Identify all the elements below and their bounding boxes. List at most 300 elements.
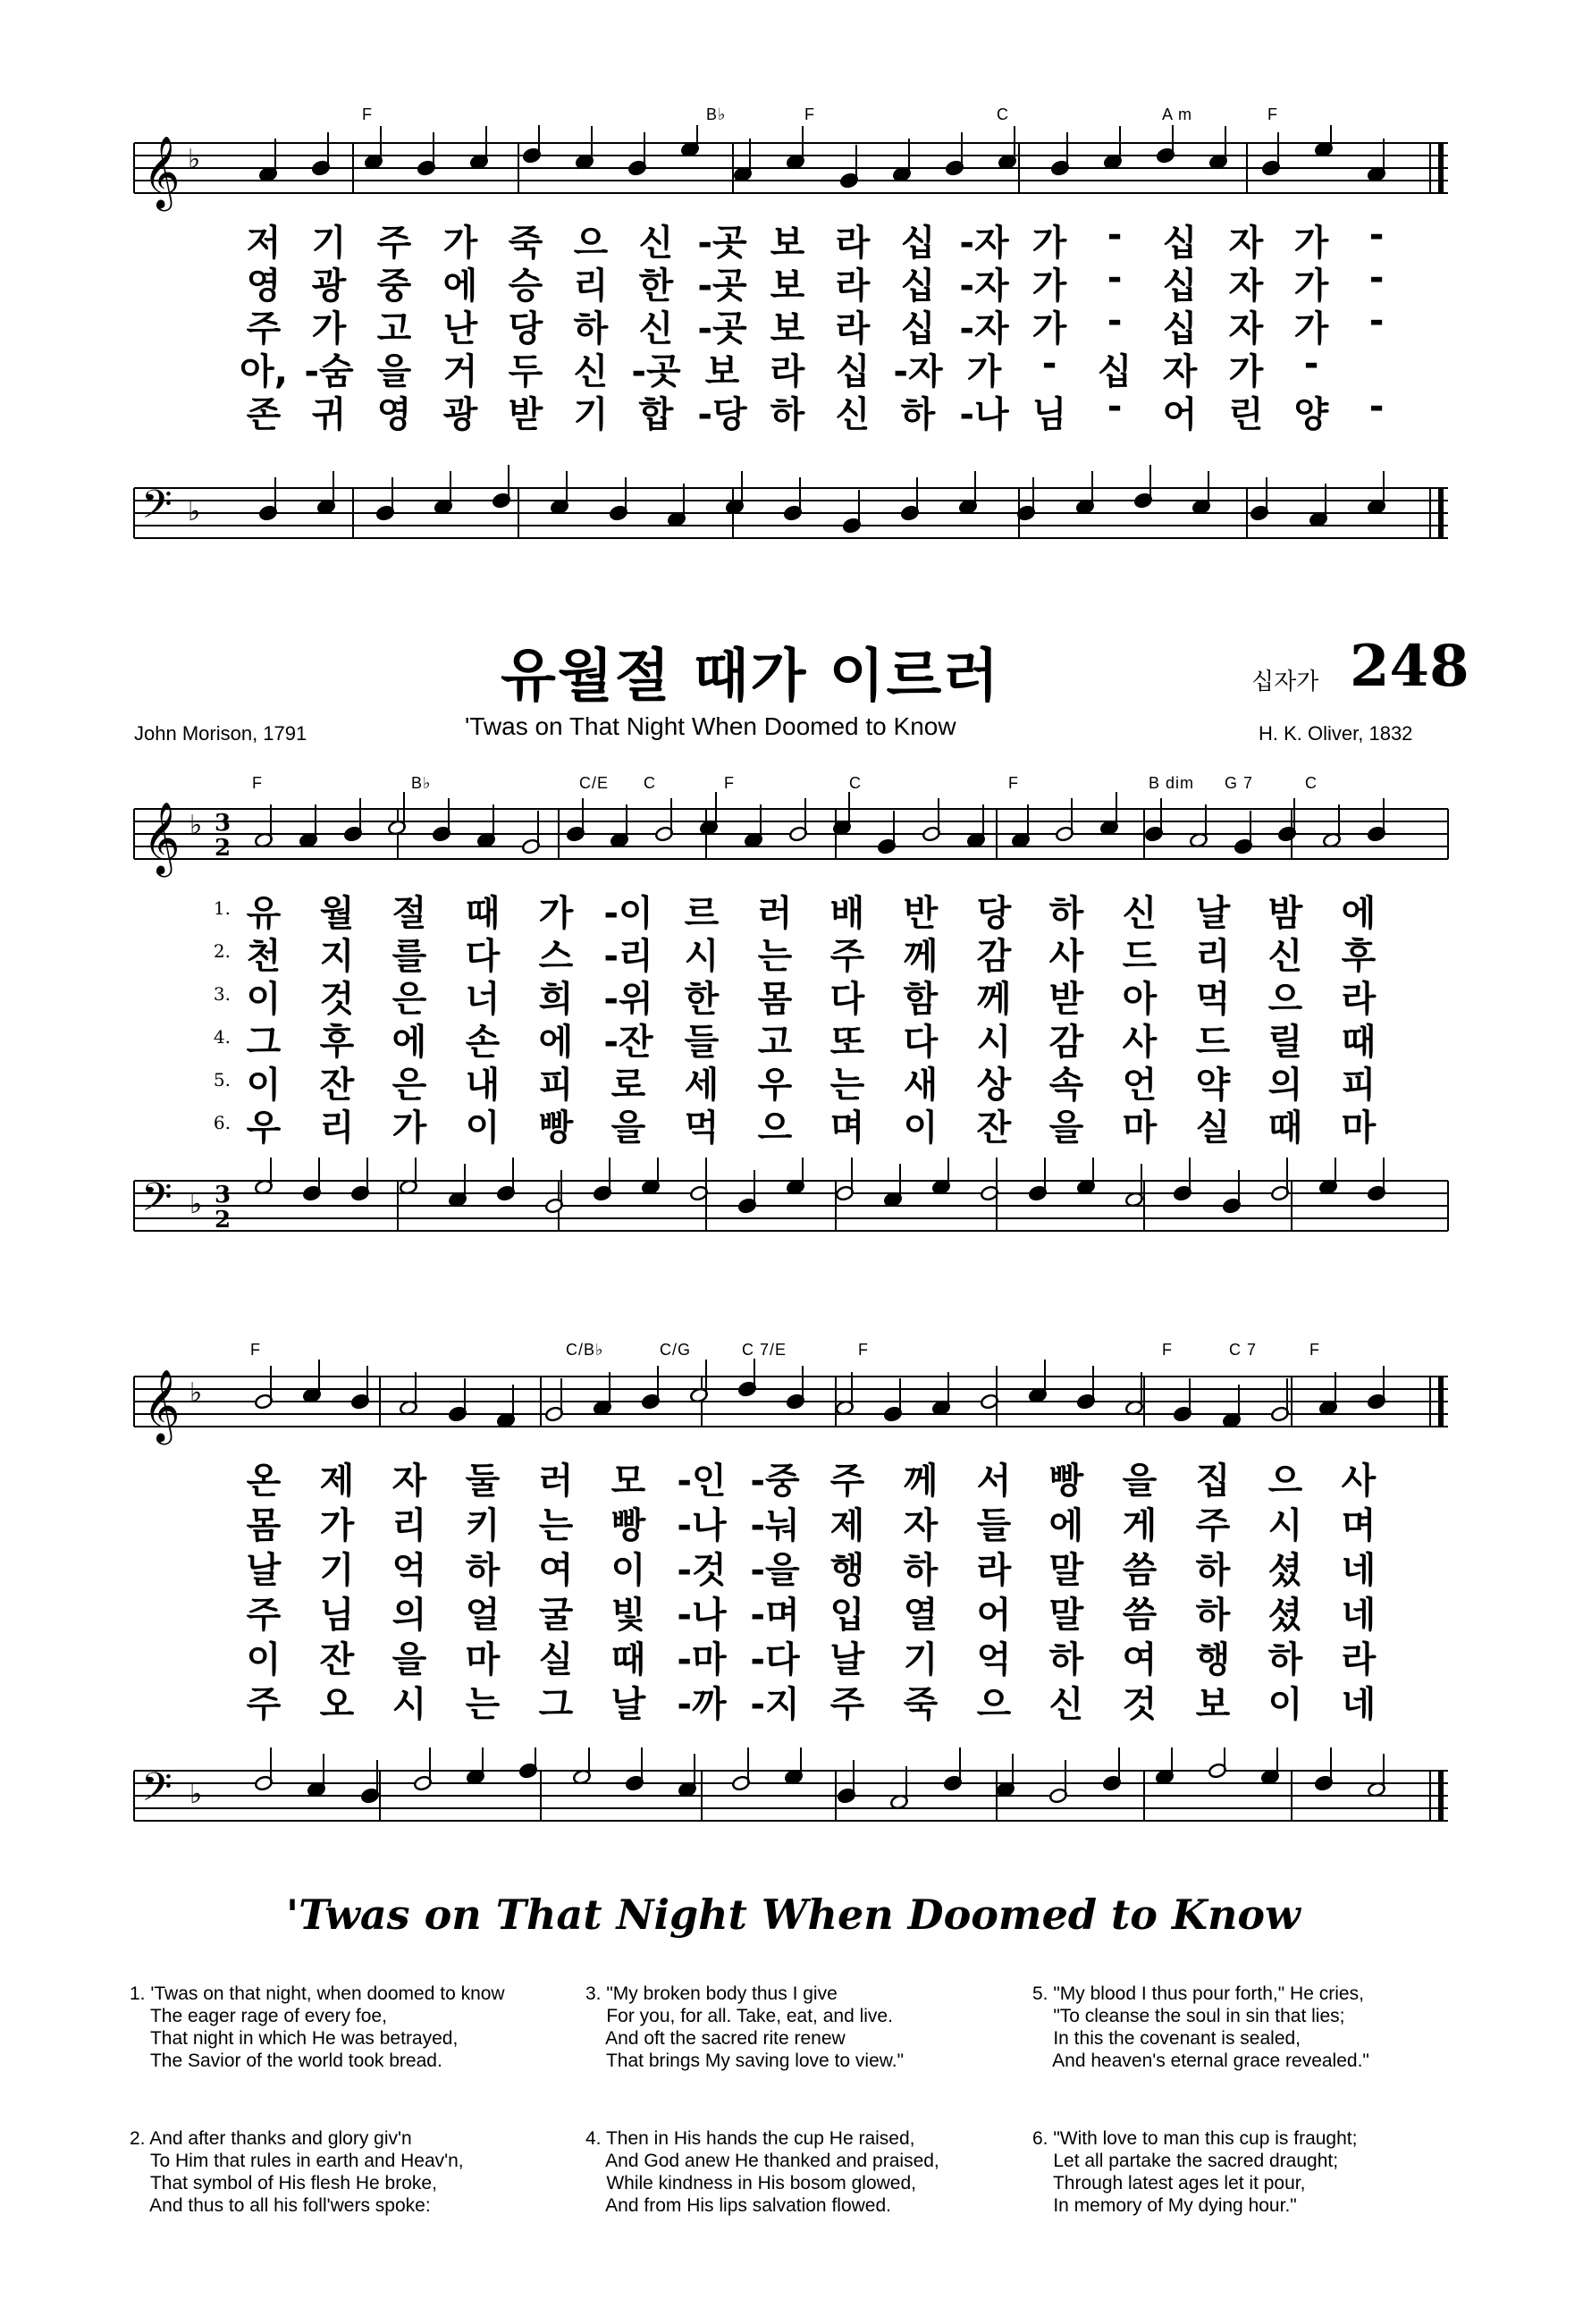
syllable: 여: [538, 1550, 574, 1591]
syllable: 억: [976, 1639, 1012, 1680]
system2-chord-6: C 7: [1229, 1341, 1258, 1359]
system2-chord-5: F: [1162, 1341, 1173, 1359]
lyric-line-2: [0, 257, 1583, 307]
stanza-line: In memory of My dying hour.": [1032, 2195, 1297, 2216]
syllable: 당: [508, 308, 543, 349]
syllable: 입: [829, 1595, 865, 1636]
syllable: 가: [1031, 308, 1067, 349]
stanza-line: Let all partake the sacred draught;: [1032, 2151, 1339, 2171]
syllable: 사: [1048, 936, 1084, 977]
syllable: 자: [392, 1461, 427, 1502]
syllable: 가: [1031, 223, 1067, 264]
syllable: 스: [538, 936, 574, 977]
syllable: -것: [677, 1550, 727, 1591]
syllable: 자: [1228, 308, 1264, 349]
syllable: 굴: [538, 1595, 574, 1636]
syllable: -중: [750, 1461, 800, 1502]
stanza-line: 4. Then in His hands the cup He raised,: [585, 2128, 915, 2149]
syllable: 가: [1228, 351, 1264, 392]
syllable: 님: [319, 1595, 355, 1636]
syllable: 가: [1031, 265, 1067, 307]
prev_hymn-chord-2: F: [804, 105, 815, 123]
syllable: 키: [465, 1505, 501, 1546]
stanza-line: For you, for all. Take, eat, and live.: [585, 2006, 893, 2026]
syllable: -자: [959, 265, 1009, 307]
lyric-line-3: [0, 300, 1583, 349]
treble-clef-icon: 𝄞: [143, 801, 181, 874]
stanza-1: [130, 1983, 505, 2072]
prev_hymn-chord-0: F: [362, 105, 373, 123]
lyric-line-4: [0, 1587, 1583, 1636]
syllable: 언: [1122, 1065, 1158, 1106]
syllable: 피: [1341, 1065, 1377, 1106]
syllable: 빵: [538, 1107, 574, 1149]
syllable: 은: [392, 1065, 427, 1106]
syllable: -마: [677, 1639, 727, 1680]
syllable: 주: [1195, 1505, 1231, 1546]
syllable: 고: [757, 1022, 793, 1063]
time-sig-bottom: 2: [215, 1207, 232, 1234]
syllable: 리: [392, 1505, 427, 1546]
time-sig-bottom: 2: [215, 835, 232, 862]
syllable: 며: [1341, 1505, 1377, 1546]
syllable: 로: [610, 1065, 646, 1106]
syllable: 러: [538, 1461, 574, 1502]
syllable: 상: [976, 1065, 1012, 1106]
syllable: 시: [684, 936, 720, 977]
syllable: 저: [246, 223, 282, 264]
syllable: 유: [246, 893, 282, 934]
syllable: 오: [319, 1684, 355, 1725]
syllable: 아: [1122, 979, 1158, 1020]
syllable: 것: [1122, 1684, 1158, 1725]
syllable: -곳: [631, 351, 681, 392]
syllable: 으: [757, 1107, 793, 1149]
stanza-2: [130, 2127, 464, 2217]
flat-icon: ♭: [189, 1377, 203, 1409]
syllable: 리: [319, 1107, 355, 1149]
syllable: -나: [959, 394, 1009, 435]
category-label: 십자가: [1251, 669, 1319, 695]
syllable: 시: [976, 1022, 1012, 1063]
syllable: -며: [750, 1595, 800, 1636]
syllable: -지: [750, 1684, 800, 1725]
syllable: -곳: [697, 308, 747, 349]
system1-chord-6: F: [1008, 774, 1019, 792]
syllable: 보: [704, 351, 740, 392]
syllable: 제: [829, 1505, 865, 1546]
system2-chord-1: C/B♭: [566, 1341, 604, 1359]
syllable: 잔: [976, 1107, 1012, 1149]
syllable: 광: [311, 265, 347, 307]
verse-number: 4.: [213, 1026, 231, 1048]
system2-treble-staff: [0, 1359, 1583, 1448]
syllable: 라: [835, 308, 871, 349]
syllable: 하: [1267, 1639, 1303, 1680]
syllable: 가: [311, 308, 347, 349]
syllable: 는: [538, 1505, 574, 1546]
syllable: 다: [829, 979, 865, 1020]
syllable: 실: [1195, 1107, 1231, 1149]
syllable: 날: [1195, 893, 1231, 934]
bass-clef-icon: 𝄢: [141, 1764, 173, 1820]
syllable: 또: [829, 1022, 865, 1063]
prev_hymn-chord-1: B♭: [706, 105, 727, 123]
english-title-script: 'Twas on That Night When Doomed to Know: [286, 1890, 1301, 1939]
stanza-line: To Him that rules in earth and Heav'n,: [130, 2151, 464, 2171]
syllable: 배: [829, 893, 865, 934]
stanza-line: 2. And after thanks and glory giv'n: [130, 2128, 412, 2149]
syllable: 고: [376, 308, 412, 349]
syllable: 후: [319, 1022, 355, 1063]
syllable: 이: [246, 1065, 282, 1106]
syllable: 양: [1293, 394, 1329, 435]
syllable: 이: [1267, 1684, 1303, 1725]
syllable: 셨: [1267, 1595, 1303, 1636]
syllable: -: [1303, 343, 1319, 384]
syllable: 귀: [311, 394, 347, 435]
syllable: 라: [1341, 979, 1377, 1020]
syllable: 다: [903, 1022, 939, 1063]
syllable: 신: [1048, 1684, 1084, 1725]
system2-chord-4: F: [858, 1341, 869, 1359]
bass-clef-icon: 𝄢: [141, 1174, 173, 1230]
lyric-line-5: [0, 1057, 1583, 1106]
lyric-line-5: [0, 1631, 1583, 1680]
system2-chord-2: C/G: [660, 1341, 692, 1359]
stanza-line: Through latest ages let it pour,: [1032, 2173, 1306, 2193]
syllable: 말: [1048, 1550, 1084, 1591]
syllable: 십: [1162, 223, 1198, 264]
syllable: 날: [610, 1684, 646, 1725]
syllable: 반: [903, 893, 939, 934]
syllable: 십: [900, 265, 936, 307]
syllable: 가: [392, 1107, 427, 1149]
time-sig-top: 3: [215, 810, 232, 837]
syllable: 에: [538, 1022, 574, 1063]
syllable: 억: [392, 1550, 427, 1591]
syllable: 를: [392, 936, 427, 977]
syllable: 받: [508, 394, 543, 435]
stanza-line: The eager rage of every foe,: [130, 2006, 387, 2026]
syllable: 십: [835, 351, 871, 392]
syllable: 다: [465, 936, 501, 977]
syllable: 들: [976, 1505, 1012, 1546]
syllable: 주: [246, 1684, 282, 1725]
syllable: -리: [603, 936, 653, 977]
syllable: 가: [1293, 223, 1329, 264]
syllable: 께: [976, 979, 1012, 1020]
syllable: 몸: [246, 1505, 282, 1546]
syllable: 가: [538, 893, 574, 934]
syllable: 손: [465, 1022, 501, 1063]
syllable: 주: [829, 1684, 865, 1725]
syllable: 으: [976, 1684, 1012, 1725]
system1-chord-0: F: [252, 774, 263, 792]
prev_hymn-chord-5: F: [1267, 105, 1278, 123]
flat-icon: ♭: [189, 1779, 203, 1810]
syllable: 합: [638, 394, 674, 435]
syllable: 잔: [319, 1639, 355, 1680]
syllable: 주: [376, 223, 412, 264]
syllable: 새: [903, 1065, 939, 1106]
syllable: 께: [903, 1461, 939, 1502]
syllable: -자: [959, 223, 1009, 264]
syllable: 들: [684, 1022, 720, 1063]
stanza-line: And oft the sacred rite renew: [585, 2028, 846, 2049]
lyric-line-4: [0, 1014, 1583, 1063]
syllable: 하: [573, 308, 609, 349]
syllable: 을: [1122, 1461, 1158, 1502]
syllable: 존: [246, 394, 282, 435]
syllable: 기: [573, 394, 609, 435]
system2-chord-3: C 7/E: [742, 1341, 787, 1359]
syllable: 둘: [465, 1461, 501, 1502]
syllable: 온: [246, 1461, 282, 1502]
syllable: 서: [976, 1461, 1012, 1502]
syllable: 사: [1341, 1461, 1377, 1502]
stanza-line: And heaven's eternal grace revealed.": [1032, 2050, 1369, 2071]
syllable: 을: [376, 351, 412, 392]
system1-chord-9: C: [1305, 774, 1318, 792]
syllable: 께: [903, 936, 939, 977]
syllable: 게: [1122, 1505, 1158, 1546]
syllable: 때: [1267, 1107, 1303, 1149]
syllable: 한: [638, 265, 674, 307]
syllable: 신: [835, 394, 871, 435]
verse-number: 3.: [213, 983, 231, 1005]
syllable: 리: [573, 265, 609, 307]
syllable: 십: [1097, 351, 1133, 392]
syllable: -인: [677, 1461, 727, 1502]
flat-icon: ♭: [189, 1189, 203, 1220]
syllable: -을: [750, 1550, 800, 1591]
stanza-5: [1032, 1983, 1369, 2072]
syllable: 하: [1048, 1639, 1084, 1680]
syllable: 이: [246, 1639, 282, 1680]
prev_hymn-chord-3: C: [997, 105, 1009, 123]
syllable: 사: [1122, 1022, 1158, 1063]
stanza-line: "To cleanse the soul in sin that lies;: [1032, 2006, 1345, 2026]
syllable: -까: [677, 1684, 727, 1725]
syllable: 보: [770, 308, 805, 349]
syllable: 보: [770, 223, 805, 264]
syllable: 에: [442, 265, 478, 307]
stanza-line: The Savior of the world took bread.: [130, 2050, 442, 2071]
lyric-line-4: [0, 343, 1583, 392]
syllable: -자: [893, 351, 943, 392]
stanza-line: And thus to all his foll'wers spoke:: [130, 2195, 431, 2216]
syllable: 가: [966, 351, 1002, 392]
lyric-line-2: [0, 1497, 1583, 1546]
syllable: -위: [603, 979, 653, 1020]
syllable: -: [1107, 300, 1123, 341]
syllable: 것: [319, 979, 355, 1020]
hymn-number: 248: [1350, 633, 1469, 700]
syllable: 라: [976, 1550, 1012, 1591]
treble-clef-icon: 𝄞: [143, 135, 181, 208]
syllable: 열: [903, 1595, 939, 1636]
syllable: 을: [610, 1107, 646, 1149]
syllable: 라: [835, 265, 871, 307]
syllable: 먹: [684, 1107, 720, 1149]
stanza-line: While kindness in His bosom glowed,: [585, 2173, 916, 2193]
syllable: 여: [1122, 1639, 1158, 1680]
syllable: -나: [677, 1505, 727, 1546]
syllable: 빵: [1048, 1461, 1084, 1502]
system1-chord-2: C/E: [579, 774, 610, 792]
system1-chord-3: C: [644, 774, 656, 792]
syllable: 난: [442, 308, 478, 349]
syllable: 님: [1031, 394, 1067, 435]
syllable: 신: [638, 223, 674, 264]
syllable: 기: [903, 1639, 939, 1680]
syllable: 후: [1341, 936, 1377, 977]
syllable: 말: [1048, 1595, 1084, 1636]
syllable: 먹: [1195, 979, 1231, 1020]
syllable: 승: [508, 265, 543, 307]
syllable: 밤: [1267, 893, 1303, 934]
syllable: 하: [770, 394, 805, 435]
stanza-line: And God anew He thanked and praised,: [585, 2151, 939, 2171]
syllable: 희: [538, 979, 574, 1020]
syllable: 가: [1293, 265, 1329, 307]
lyric-line-1: [0, 215, 1583, 264]
syllable: -: [1107, 257, 1123, 299]
syllable: 라: [835, 223, 871, 264]
prev_hymn-chord-4: A m: [1162, 105, 1193, 123]
stanza-line: 1. 'Twas on that night, when doomed to know: [130, 1983, 505, 2004]
syllable: 가: [442, 223, 478, 264]
syllable: 르: [684, 893, 720, 934]
syllable: 가: [319, 1505, 355, 1546]
syllable: -: [1041, 343, 1057, 384]
stanza-3: [585, 1983, 904, 2072]
syllable: 천: [246, 936, 282, 977]
lyric-line-5: [0, 386, 1583, 435]
syllable: -: [1368, 300, 1385, 341]
syllable: 감: [1048, 1022, 1084, 1063]
syllable: 드: [1195, 1022, 1231, 1063]
syllable: 마: [1341, 1107, 1377, 1149]
system1-chord-8: G 7: [1225, 774, 1254, 792]
syllable: 세: [684, 1065, 720, 1106]
syllable: 하: [900, 394, 936, 435]
syllable: 하: [903, 1550, 939, 1591]
prev-bass-staff: [0, 465, 1583, 563]
syllable: 씀: [1122, 1595, 1158, 1636]
syllable: 는: [757, 936, 793, 977]
system2-chord-7: F: [1309, 1341, 1320, 1359]
syllable: 빵: [610, 1505, 646, 1546]
syllable: 자: [1228, 223, 1264, 264]
verse-number: 5.: [213, 1069, 231, 1090]
stanza-6: [1032, 2127, 1357, 2217]
syllable: 네: [1341, 1684, 1377, 1725]
syllable: 신: [1267, 936, 1303, 977]
prev-treble-staff: [0, 125, 1583, 215]
lyric-line-1: [0, 1452, 1583, 1502]
syllable: 주: [246, 308, 282, 349]
syllable: 자: [1162, 351, 1198, 392]
syllable: 우: [246, 1107, 282, 1149]
syllable: 때: [1341, 1022, 1377, 1063]
time-sig-top: 3: [215, 1182, 232, 1208]
syllable: -나: [677, 1595, 727, 1636]
syllable: 에: [392, 1022, 427, 1063]
syllable: 의: [1267, 1065, 1303, 1106]
flat-icon: ♭: [189, 810, 203, 841]
syllable: 린: [1228, 394, 1264, 435]
lyricist: John Morison, 1791: [134, 722, 307, 745]
syllable: 때: [465, 893, 501, 934]
title-korean: 유월절 때가 이르러: [501, 644, 1001, 710]
syllable: -눠: [750, 1505, 800, 1546]
syllable: 으: [573, 223, 609, 264]
syllable: -: [1368, 386, 1385, 427]
syllable: 몸: [757, 979, 793, 1020]
syllable: 에: [1341, 893, 1377, 934]
syllable: 시: [392, 1684, 427, 1725]
syllable: 하: [465, 1550, 501, 1591]
syllable: 한: [684, 979, 720, 1020]
stanza-line: That symbol of His flesh He broke,: [130, 2173, 437, 2193]
syllable: 거: [442, 351, 478, 392]
syllable: 이: [903, 1107, 939, 1149]
syllable: -: [1368, 215, 1385, 256]
stanza-line: That brings My saving love to view.": [585, 2050, 905, 2071]
syllable: 으: [1267, 979, 1303, 1020]
syllable: 이: [610, 1550, 646, 1591]
syllable: 마: [465, 1639, 501, 1680]
stanza-line: 6. "With love to man this cup is fraught;: [1032, 2128, 1358, 2149]
syllable: 은: [392, 979, 427, 1020]
syllable: 때: [610, 1639, 646, 1680]
syllable: 보: [770, 265, 805, 307]
syllable: 얼: [465, 1595, 501, 1636]
system2-chord-0: F: [250, 1341, 261, 1359]
syllable: 죽: [508, 223, 543, 264]
syllable: 리: [1195, 936, 1231, 977]
syllable: 모: [610, 1461, 646, 1502]
system1-chord-1: B♭: [411, 774, 432, 792]
syllable: 마: [1122, 1107, 1158, 1149]
verse-number: 6.: [213, 1112, 231, 1133]
syllable: 러: [757, 893, 793, 934]
syllable: 라: [1341, 1639, 1377, 1680]
stanza-line: 3. "My broken body thus I give: [585, 1983, 838, 2004]
syllable: 네: [1341, 1550, 1377, 1591]
syllable: 이: [465, 1107, 501, 1149]
syllable: -: [1368, 257, 1385, 299]
syllable: 에: [1048, 1505, 1084, 1546]
syllable: 날: [246, 1550, 282, 1591]
syllable: 너: [465, 979, 501, 1020]
syllable: 집: [1195, 1461, 1231, 1502]
syllable: -: [1107, 386, 1123, 427]
syllable: 그: [538, 1684, 574, 1725]
syllable: 기: [319, 1550, 355, 1591]
syllable: 십: [900, 308, 936, 349]
syllable: 을: [392, 1639, 427, 1680]
syllable: 행: [829, 1550, 865, 1591]
syllable: 함: [903, 979, 939, 1020]
syllable: 영: [376, 394, 412, 435]
title-english: 'Twas on That Night When Doomed to Know: [465, 712, 956, 740]
syllable: 십: [900, 223, 936, 264]
syllable: 절: [392, 893, 427, 934]
syllable: 십: [1162, 265, 1198, 307]
